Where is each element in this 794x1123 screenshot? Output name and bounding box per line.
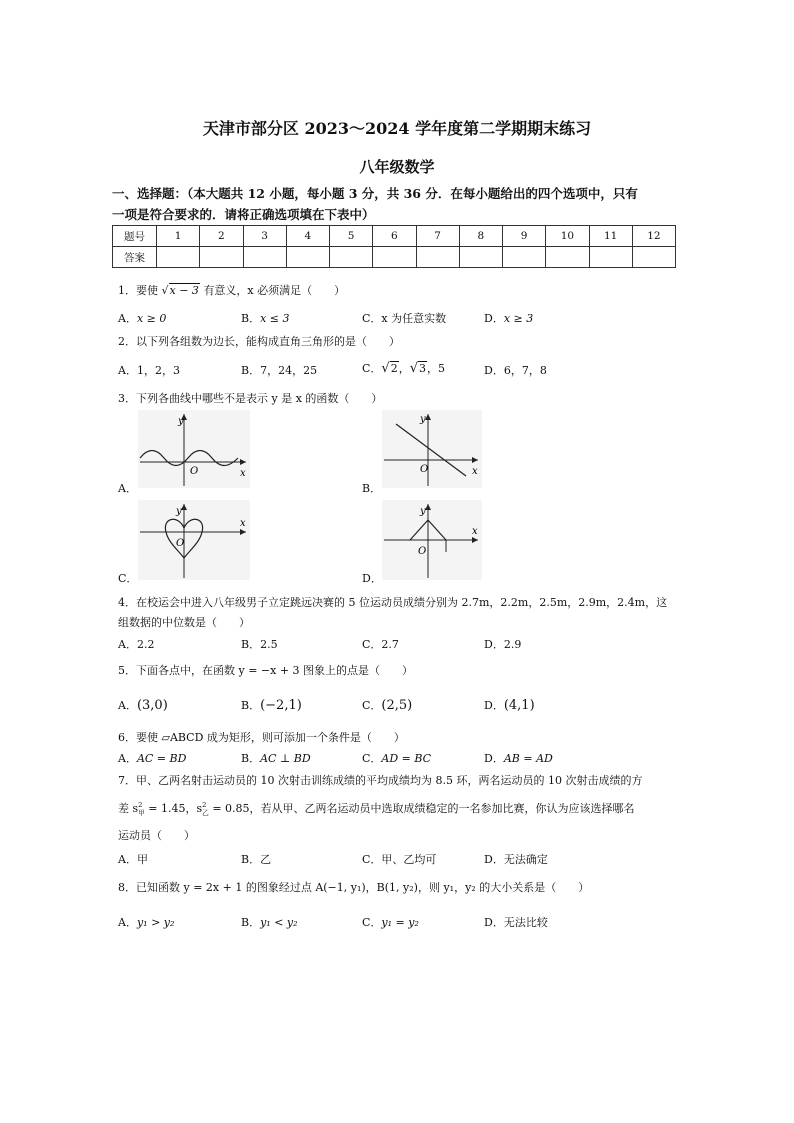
question-7-line2 bbox=[118, 800, 635, 817]
graph-b bbox=[382, 410, 482, 488]
q2-option-d[interactable]: D．6，7，8 bbox=[484, 364, 547, 377]
option-text: ，5 bbox=[427, 362, 446, 375]
section-heading-line1: 一、选择题：（本大题共 12 小题，每小题 3 分，共 36 分．在每小题给出的四个选项中，只有 bbox=[112, 186, 638, 201]
text-segment: = 0.85，若从甲、乙两名运动员中选取成绩稳定的一名参加比赛，你认为应该选择哪名 bbox=[208, 802, 635, 815]
option-label: C． bbox=[362, 752, 382, 765]
table-row-numbers bbox=[113, 226, 676, 247]
answer-cell[interactable] bbox=[503, 247, 546, 268]
q5-option-c[interactable] bbox=[362, 697, 412, 713]
table-cell: 6 bbox=[373, 226, 416, 247]
q3-option-b[interactable]: B． bbox=[362, 482, 382, 495]
table-row-answers bbox=[113, 247, 676, 268]
table-cell: 9 bbox=[503, 226, 546, 247]
sqrt-sign: √ bbox=[409, 361, 419, 376]
question-7-line3: 运动员（ ） bbox=[118, 829, 195, 842]
graph-a bbox=[138, 410, 250, 488]
answer-cell[interactable] bbox=[632, 247, 675, 268]
question-3: 3．下列各曲线中哪些不是表示 y 是 x 的函数（ ） bbox=[118, 392, 383, 405]
table-cell: 7 bbox=[416, 226, 459, 247]
radicand: 2 bbox=[390, 362, 398, 375]
answer-cell[interactable] bbox=[546, 247, 589, 268]
option-label: A． bbox=[118, 916, 137, 929]
table-cell: 8 bbox=[459, 226, 502, 247]
table-cell: 4 bbox=[286, 226, 329, 247]
q8-option-c[interactable] bbox=[362, 914, 419, 930]
table-cell: 11 bbox=[589, 226, 632, 247]
option-text: AC ⊥ BD bbox=[260, 752, 311, 765]
text-segment: = 1.45，s bbox=[144, 802, 203, 815]
option-label: D． bbox=[484, 752, 504, 765]
q4-option-c[interactable]: C．2.7 bbox=[362, 638, 399, 651]
option-label: C． bbox=[362, 362, 382, 375]
axis-y-label: y bbox=[178, 416, 184, 427]
option-label: C． bbox=[362, 312, 382, 325]
q7-option-c[interactable]: C．甲、乙均可 bbox=[362, 853, 437, 866]
option-label: C． bbox=[362, 916, 382, 929]
option-text: x ≤ 3 bbox=[260, 312, 290, 325]
heart-curve-graph bbox=[138, 500, 250, 580]
answer-cell[interactable] bbox=[286, 247, 329, 268]
q1-option-b[interactable] bbox=[241, 310, 290, 326]
sqrt-sign: √ bbox=[161, 284, 169, 297]
table-cell: 3 bbox=[243, 226, 286, 247]
option-text: y₁ < y₂ bbox=[260, 916, 298, 929]
option-text: AC = BD bbox=[136, 752, 187, 765]
option-text: (4,1) bbox=[503, 698, 535, 713]
option-label: B． bbox=[241, 752, 261, 765]
option-text: x ≥ 3 bbox=[503, 312, 534, 325]
q4-option-a[interactable]: A．2.2 bbox=[118, 638, 155, 651]
question-6: 6．要使 ▱ABCD 成为矩形，则可添加一个条件是（ ） bbox=[118, 731, 405, 744]
q8-option-d[interactable]: D．无法比较 bbox=[484, 916, 548, 929]
table-cell: 12 bbox=[632, 226, 675, 247]
q1-option-a[interactable] bbox=[118, 310, 166, 326]
option-text: (−2,1) bbox=[260, 698, 302, 713]
q2-option-a[interactable]: A．1，2，3 bbox=[118, 364, 180, 377]
option-label: D． bbox=[484, 699, 504, 712]
q6-option-c[interactable] bbox=[362, 750, 431, 766]
q1-rest: 有意义，x 必须满足（ ） bbox=[203, 284, 346, 297]
option-label: B． bbox=[241, 699, 261, 712]
question-1 bbox=[118, 282, 345, 298]
origin-label: O bbox=[176, 538, 185, 549]
graph-c bbox=[138, 500, 250, 580]
q4-option-d[interactable]: D．2.9 bbox=[484, 638, 522, 651]
q1-number: 1．要使 bbox=[118, 284, 158, 297]
q6-option-d[interactable] bbox=[484, 750, 553, 766]
option-text: x ≥ 0 bbox=[136, 312, 167, 325]
q5-option-b[interactable] bbox=[241, 697, 302, 713]
answer-table bbox=[112, 225, 676, 268]
answer-cell[interactable] bbox=[589, 247, 632, 268]
separator: ， bbox=[398, 362, 410, 375]
q5-option-d[interactable] bbox=[484, 697, 535, 713]
q5-option-a[interactable] bbox=[118, 697, 168, 713]
option-text: x 为任意实数 bbox=[381, 312, 447, 325]
q6-option-b[interactable] bbox=[241, 750, 311, 766]
subscript: 甲 bbox=[138, 809, 145, 817]
q8-option-a[interactable] bbox=[118, 914, 174, 930]
axis-x-label: x bbox=[472, 526, 478, 537]
option-text: AD = BC bbox=[381, 752, 432, 765]
origin-label: O bbox=[420, 464, 429, 475]
option-text: y₁ > y₂ bbox=[136, 916, 175, 929]
q6-option-a[interactable] bbox=[118, 750, 186, 766]
answer-cell[interactable] bbox=[243, 247, 286, 268]
question-7-line1: 7．甲、乙两名射击运动员的 10 次射击训练成绩的平均成绩均为 8.5 环，两名运动员的 10 次射击成绩的方 bbox=[118, 774, 643, 787]
section-heading-line2: 一项是符合要求的．请将正确选项填在下表中） bbox=[112, 207, 375, 222]
graph-d bbox=[382, 500, 482, 580]
answer-cell[interactable] bbox=[416, 247, 459, 268]
question-5: 5．下面各点中，在函数 y = −x + 3 图象上的点是（ ） bbox=[118, 664, 414, 677]
table-cell: 5 bbox=[330, 226, 373, 247]
q4-option-b[interactable]: B．2.5 bbox=[241, 638, 278, 651]
line-graph bbox=[382, 410, 482, 488]
option-text: (3,0) bbox=[136, 698, 168, 713]
q2-option-c[interactable] bbox=[362, 360, 445, 376]
wave-curve-graph bbox=[138, 410, 250, 488]
option-label: D． bbox=[484, 312, 504, 325]
option-text: AB = AD bbox=[503, 752, 553, 765]
table-header-cell: 题号 bbox=[113, 226, 157, 247]
superscript: 2 bbox=[138, 801, 143, 809]
question-4-line2: 组数据的中位数是（ ） bbox=[118, 616, 250, 629]
radicand: 3 bbox=[419, 362, 427, 375]
origin-label: O bbox=[418, 546, 427, 557]
question-4-line1: 4．在校运会中进入八年级男子立定跳远决赛的 5 位运动员成绩分别为 2.7m，2.2m，2.5m，2.9m，2.4m，这 bbox=[118, 596, 668, 609]
axis-x-label: x bbox=[240, 518, 246, 529]
answer-cell[interactable] bbox=[373, 247, 416, 268]
q7-option-d[interactable]: D．无法确定 bbox=[484, 853, 548, 866]
q1-option-c[interactable] bbox=[362, 310, 446, 326]
answer-cell[interactable] bbox=[459, 247, 502, 268]
option-label: A． bbox=[118, 312, 137, 325]
axis-y-label: y bbox=[176, 506, 182, 517]
page-title: 天津市部分区 2023～2024 学年度第二学期期末练习 bbox=[202, 119, 592, 138]
q8-option-b[interactable] bbox=[241, 914, 298, 930]
q7-option-a[interactable]: A．甲 bbox=[118, 853, 148, 866]
superscript: 2 bbox=[202, 801, 207, 809]
axis-x-label: x bbox=[472, 466, 478, 477]
q3-option-a[interactable]: A． bbox=[118, 482, 137, 495]
q3-option-d[interactable]: D． bbox=[362, 572, 382, 585]
table-cell: 1 bbox=[157, 226, 200, 247]
answer-cell[interactable] bbox=[330, 247, 373, 268]
answer-cell[interactable] bbox=[200, 247, 243, 268]
table-cell: 10 bbox=[546, 226, 589, 247]
option-label: A． bbox=[118, 752, 137, 765]
q2-option-b[interactable]: B．7，24，25 bbox=[241, 364, 318, 377]
text-segment: 差 s bbox=[118, 802, 139, 815]
question-2: 2．以下列各组数为边长，能构成直角三角形的是（ ） bbox=[118, 335, 400, 348]
option-label: A． bbox=[118, 699, 137, 712]
origin-label: O bbox=[190, 466, 199, 477]
answer-cell[interactable] bbox=[157, 247, 200, 268]
tent-graph bbox=[382, 500, 482, 580]
q1-option-d[interactable] bbox=[484, 310, 533, 326]
option-text: y₁ = y₂ bbox=[381, 916, 419, 929]
axis-y-label: y bbox=[420, 506, 426, 517]
sqrt-sign: √ bbox=[381, 361, 390, 376]
q3-option-c[interactable]: C． bbox=[118, 572, 138, 585]
subscript: 乙 bbox=[202, 809, 209, 817]
axis-y-label: y bbox=[420, 414, 426, 425]
option-label: B． bbox=[241, 916, 261, 929]
q7-option-b[interactable]: B．乙 bbox=[241, 853, 272, 866]
option-text: (2,5) bbox=[381, 698, 413, 713]
axis-x-label: x bbox=[240, 468, 246, 479]
q1-radicand: x − 3 bbox=[169, 284, 199, 297]
page-subtitle: 八年级数学 bbox=[359, 158, 435, 176]
option-label: B． bbox=[241, 312, 261, 325]
table-header-cell: 答案 bbox=[113, 247, 157, 268]
option-label: C． bbox=[362, 699, 382, 712]
question-8: 8．已知函数 y = 2x + 1 的图象经过点 A(−1, y₁)，B(1, y₂)，则 y₁，y₂ 的大小关系是（ ） bbox=[118, 881, 590, 894]
table-cell: 2 bbox=[200, 226, 243, 247]
